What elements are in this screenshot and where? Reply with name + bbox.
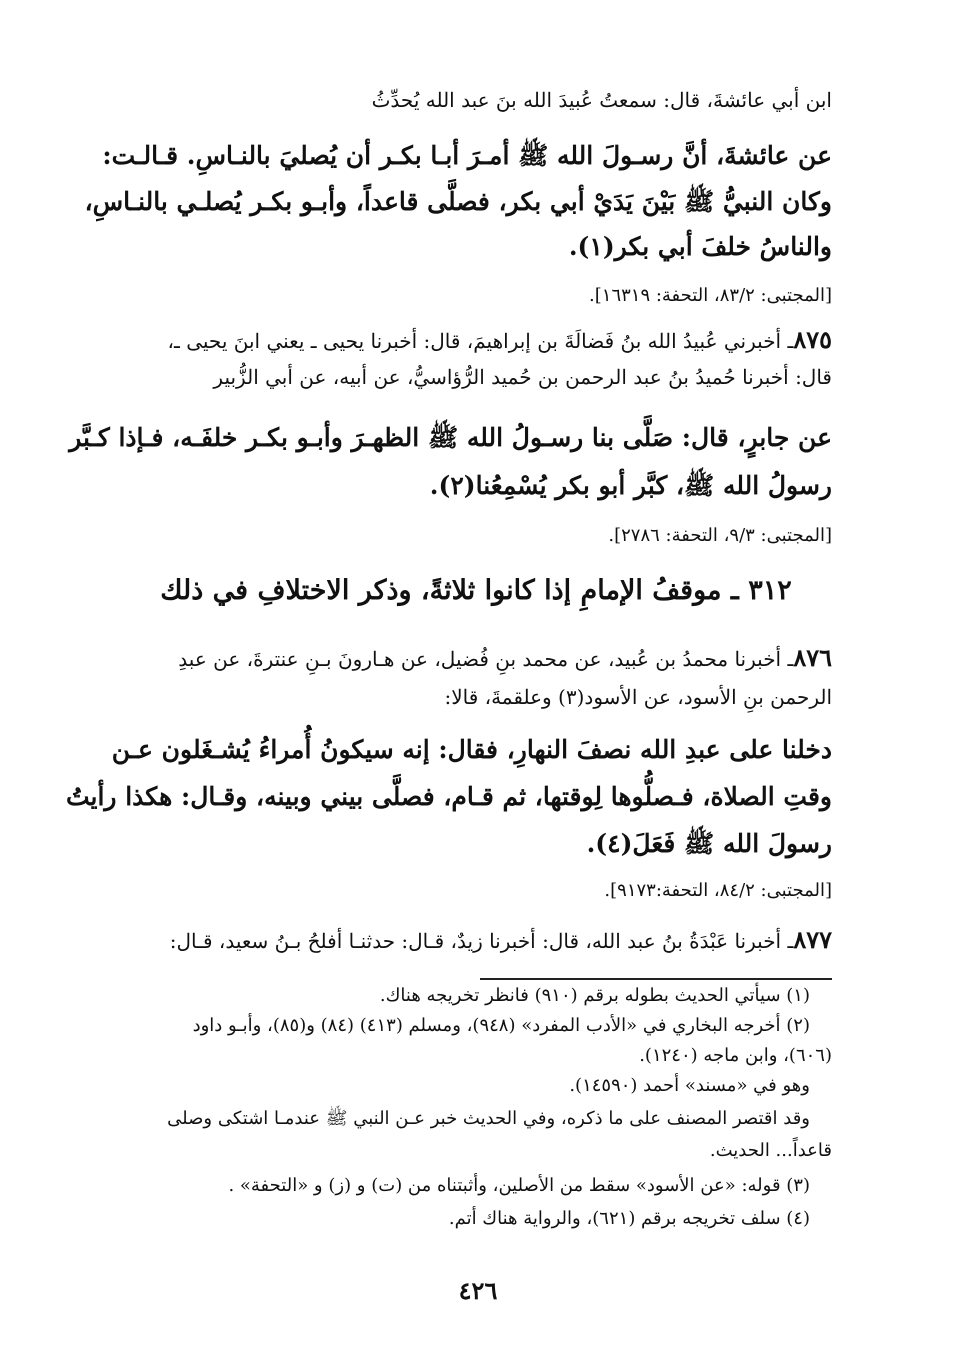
hadith-874-matn-line-2: وكان النبيُّ ﷺ بَيْنَ يَدَيْ أبي بكر، فصلَّى قاعداً، وأبـو بكـر يُصلـي بالنـاسِ، [84, 187, 832, 216]
footnote-2-line-2: (٦٠٦)، وابن ماجه (١٢٤٠). [639, 1045, 832, 1066]
footnote-1: (١) سيأتي الحديث بطوله برقم (٩١٠) فانظر تخريجه هناك. [379, 985, 810, 1006]
hadith-875-isnad-line-1 [120, 325, 832, 354]
hadith-876-isnad-text: ـ أخبرنا محمدُ بن عُبيد، عن محمد بنِ فُضيل، عن هـارونَ بـنِ عنترةَ، عن عبدِ [178, 647, 794, 671]
hadith-874-matn-line-3: والناسُ خلفَ أبي بكر(١). [568, 232, 832, 261]
hadith-876-isnad-line-1 [120, 643, 832, 672]
hadith-877-isnad-line [120, 925, 832, 954]
hadith-875-isnad-line-2: قال: أخبرنا حُميدُ بنُ عبد الرحمن بن حُميد الرُّؤاسيُّ، عن أبيه، عن أبي الزُّبير [213, 365, 832, 389]
footnote-2-line-1: (٢) أخرجه البخاري في «الأدب المفرد» (٩٤٨)، ومسلم (٤١٣) (٨٤) و(٨٥)، وأبـو داود [192, 1015, 810, 1036]
page-number: ٤٢٦ [458, 1276, 498, 1305]
hadith-874-isnad-line: ابن أبي عائشةَ، قال: سمعتُ عُبيدَ الله بنَ عبد الله يُحدِّثُ [371, 88, 832, 112]
hadith-877-isnad-text: ـ أخبرنا عَبْدَةُ بنُ عبد الله، قال: أخبرنا زيدٌ، قـال: حدثنـا أفلحُ بـنُ سعيد، قـال: [169, 929, 794, 953]
hadith-874-reference: [المجتبى: ٨٣/٢، التحفة: ١٦٣١٩]. [589, 285, 832, 306]
hadith-number: ٨٧٧ [793, 925, 832, 954]
hadith-875-reference: [المجتبى: ٩/٣، التحفة: ٢٧٨٦]. [608, 525, 832, 546]
hadith-876-matn-line-3: رسولَ الله ﷺ فَعَلَ(٤). [586, 829, 832, 858]
hadith-875-isnad-text: ـ أخبرني عُبيدُ الله بنُ فَضالَةَ بن إبراهيمَ، قال: أخبرنا يحيى ـ يعني ابنَ يحيى ـ، [167, 329, 794, 353]
hadith-876-matn-line-1: دخلنا على عبدِ الله نصفَ النهارِ، فقال: إنه سيكونُ أُمراءُ يُشـغَلون عـن [111, 735, 832, 764]
footnote-3: (٣) قوله: «عن الأسود» سقط من الأصلين، وأثبتناه من (ت) و (ز) و «التحفة» . [228, 1175, 810, 1196]
footnote-4: (٤) سلف تخريجه برقم (٦٢١)، والرواية هناك أتم. [448, 1208, 810, 1229]
hadith-875-matn-line-1: عن جابرٍ، قال: صَلَّى بنا رسـولُ الله ﷺ الظهـرَ وأبـو بكـر خلفَـه، فـإذا كـبَّر [69, 423, 832, 452]
hadith-875-matn-line-2: رسولُ الله ﷺ، كبَّر أبو بكر يُسْمِعُنا(٢). [429, 471, 832, 500]
hadith-number: ٨٧٦ [793, 643, 832, 672]
footnote-2-line-3: وهو في «مسند» أحمد (١٤٥٩٠). [569, 1075, 810, 1096]
hadith-876-reference: [المجتبى: ٨٤/٢، التحفة:٩١٧٣]. [604, 880, 832, 901]
chapter-heading: ٣١٢ ـ موقفُ الإمامِ إذا كانوا ثلاثةً، وذكر الاختلافِ في ذلك [160, 575, 792, 606]
hadith-874-matn-line-1: عن عائشةَ، أنَّ رسـولَ الله ﷺ أمـرَ أبـا بكـر أن يُصليَ بالنـاسِ. قـالـت: [102, 141, 832, 170]
footnote-2-line-5: قاعداً... الحديث. [709, 1140, 832, 1161]
hadith-876-matn-line-2: وقتِ الصلاة، فـصلُّوها لِوقتها، ثم قـام، فصلَّى بيني وبينه، وقـال: هكذا رأيتُ [65, 782, 832, 811]
hadith-876-isnad-line-2: الرحمن بنِ الأسود، عن الأسود(٣) وعلقمةَ، قالا: [444, 685, 832, 709]
footnote-2-line-4: وقد اقتصر المصنف على ما ذكره، وفي الحديث خبر عـن النبي ﷺ عندمـا اشتكى وصلى [167, 1108, 810, 1129]
footnote-divider [480, 978, 832, 980]
hadith-number: ٨٧٥ [793, 325, 832, 354]
